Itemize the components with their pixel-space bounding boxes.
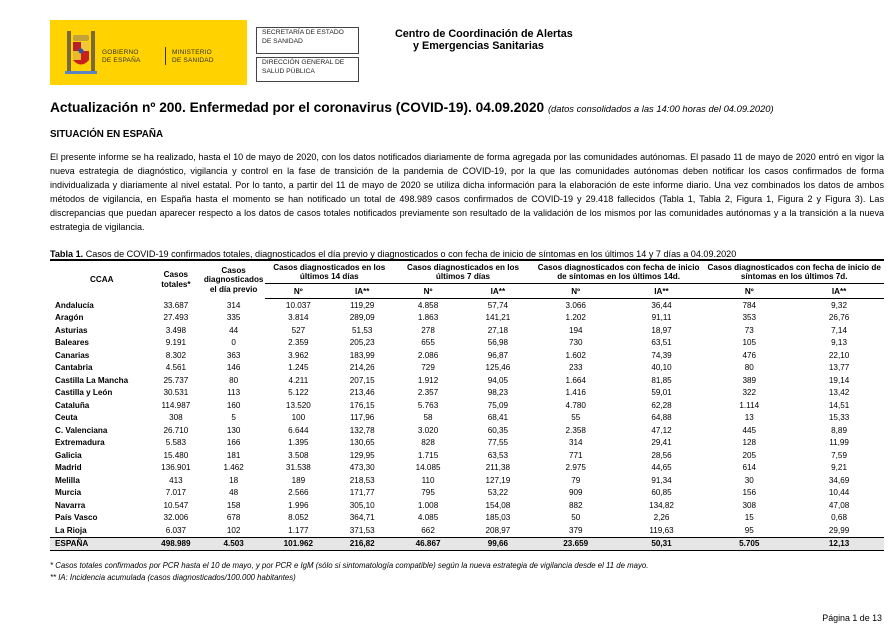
table-cell: 205,23 xyxy=(349,338,375,348)
table-cell: 53,22 xyxy=(487,488,509,498)
table-cell: 8.052 xyxy=(288,513,309,523)
table-cell: 216,82 xyxy=(331,537,393,551)
table-cell: 33.687 xyxy=(163,300,189,310)
table-cell: 9,13 xyxy=(831,338,847,348)
table-cell: 55 xyxy=(571,413,581,423)
report-title xyxy=(50,100,774,115)
table-cell: 1.008 xyxy=(417,500,439,510)
table-cell: 0,68 xyxy=(831,513,847,523)
table-cell: 183,99 xyxy=(349,350,375,360)
table-cell: 1.416 xyxy=(565,388,586,398)
table-cell: 10,44 xyxy=(828,488,850,498)
table-cell: 473,30 xyxy=(349,463,375,473)
table-cell: 205 xyxy=(742,450,757,460)
table-cell: 3.066 xyxy=(565,300,586,310)
table-cell: 166 xyxy=(226,438,241,448)
table-cell: 136.901 xyxy=(161,463,191,473)
table-cell: 101.962 xyxy=(265,537,331,551)
table-cell: 15.480 xyxy=(163,450,189,460)
table-cell: 12,13 xyxy=(794,537,884,551)
table-cell: 0 xyxy=(231,338,236,348)
table-cell: 7,14 xyxy=(831,325,847,335)
table-cell: 213,46 xyxy=(349,388,375,398)
table-cell: 1.602 xyxy=(565,350,586,360)
table-cell: 1.664 xyxy=(565,375,586,385)
table-cell: 100 xyxy=(291,413,306,423)
table-cell: 50,31 xyxy=(619,537,705,551)
table-cell: 36,44 xyxy=(651,300,672,310)
table-cell: 132,78 xyxy=(349,425,375,435)
table-cell: 4.085 xyxy=(417,513,439,523)
header-sintomas-7d: Casos diagnosticados con fecha de inicio de síntomas en los últimos 7d. xyxy=(704,260,884,284)
table-cell: 828 xyxy=(421,438,435,448)
header-dia-previo: Casos diagnosticados el día previo xyxy=(203,265,264,294)
table-cell: 771 xyxy=(568,450,583,460)
table-row xyxy=(50,487,884,500)
header-casos-totales: Casos totales* xyxy=(161,270,191,289)
report-title-sub: (datos consolidados a las 14:00 horas del 04.09.2020) xyxy=(547,103,774,114)
table-cell: 68,41 xyxy=(487,413,509,423)
table-cell: 1.245 xyxy=(288,363,309,373)
page-number: Página 1 de 13 xyxy=(822,613,882,623)
table-cell: 114.987 xyxy=(161,400,191,410)
table-cell: 314 xyxy=(568,438,583,448)
table-cell: 23.659 xyxy=(533,537,619,551)
table-cell: 7.017 xyxy=(165,488,187,498)
table-cell: 7,59 xyxy=(831,450,847,460)
table-cell: 314 xyxy=(226,300,241,310)
table-row xyxy=(50,524,884,537)
table-cell: 91,11 xyxy=(651,313,672,323)
table-cell: 156 xyxy=(742,488,757,498)
table-cell: 62,28 xyxy=(651,400,672,410)
table-cell: 130,65 xyxy=(349,438,375,448)
table-cell: 59,01 xyxy=(651,388,672,398)
ccaa-name-cell: Andalucía xyxy=(55,300,94,310)
table-cell: 44,65 xyxy=(651,463,672,473)
table-cell: 22,10 xyxy=(828,350,850,360)
table-cell: 194 xyxy=(568,325,583,335)
table-cell: 4.780 xyxy=(565,400,586,410)
table-cell: 389 xyxy=(742,375,757,385)
footnote-2: ** IA: Incidencia acumulada (casos diagnosticados/100.000 habitantes) xyxy=(50,573,296,582)
table-cell: 9,21 xyxy=(831,463,847,473)
table-cell: 730 xyxy=(568,338,583,348)
table-cell: 48 xyxy=(229,488,239,498)
table-cell: 335 xyxy=(226,313,241,323)
ccaa-name-cell: Cataluña xyxy=(55,400,90,410)
table-cell: 47,12 xyxy=(651,425,672,435)
table-cell: 119,29 xyxy=(350,300,375,310)
table-cell: 60,35 xyxy=(487,425,509,435)
ministerio-label: MINISTERIO DE SANIDAD xyxy=(172,49,214,64)
table-cell: 127,19 xyxy=(485,475,511,485)
ccaa-name-cell: Extremadura xyxy=(55,438,105,448)
table-cell: 110 xyxy=(421,475,435,485)
ccaa-name-cell: Cantabria xyxy=(55,363,93,373)
table-cell: 189 xyxy=(291,475,306,485)
gobierno-label: GOBIERNO DE ESPAÑA xyxy=(102,49,141,64)
table-cell: 4.561 xyxy=(165,363,187,373)
table-cell: 160 xyxy=(226,400,241,410)
table-cell: 289,09 xyxy=(349,313,375,323)
ccaa-name-cell: Galicia xyxy=(55,450,82,460)
table-cell: 413 xyxy=(169,475,183,485)
table-cell: 208,97 xyxy=(485,525,511,535)
table-cell: 3.962 xyxy=(288,350,309,360)
table-cell: 2.975 xyxy=(565,463,586,473)
ccaa-name-cell: La Rioja xyxy=(55,525,87,535)
table-cell: 322 xyxy=(742,388,757,398)
table-cell: 15,33 xyxy=(828,413,850,423)
table-row xyxy=(50,499,884,512)
table-cell: 74,39 xyxy=(651,350,672,360)
table-cell: 6.644 xyxy=(288,425,309,435)
table-row xyxy=(50,299,884,312)
table-cell: 79 xyxy=(571,475,581,485)
table-cell: 1.462 xyxy=(223,463,244,473)
table-cell: 105 xyxy=(742,338,757,348)
table-cell: 795 xyxy=(421,488,435,498)
table-cell: 30.531 xyxy=(163,388,189,398)
ccaa-name-cell: Castilla y León xyxy=(55,388,113,398)
table-cell: 14,51 xyxy=(828,400,850,410)
table-cell: 1.177 xyxy=(288,525,309,535)
header-ia: IA** xyxy=(794,284,884,299)
table-cell: 29,99 xyxy=(828,525,850,535)
table-cell: 1.202 xyxy=(565,313,586,323)
table-cell: 58 xyxy=(423,413,433,423)
header-ia: IA** xyxy=(619,284,705,299)
ccaa-name-cell: Melilla xyxy=(55,475,80,485)
table-row xyxy=(50,349,884,362)
table-cell: 128 xyxy=(742,438,757,448)
table-cell: 18,97 xyxy=(651,325,672,335)
table-cell: 3.508 xyxy=(288,450,309,460)
table-cell: 655 xyxy=(421,338,435,348)
table-cell: 158 xyxy=(226,500,241,510)
table-cell: 13.520 xyxy=(285,400,311,410)
table-cell: 81,85 xyxy=(651,375,672,385)
table-cell: 95 xyxy=(744,525,754,535)
table-cell: 305,10 xyxy=(349,500,375,510)
table-cell: 80 xyxy=(744,363,754,373)
header-ia: IA** xyxy=(331,284,393,299)
table-cell: 19,14 xyxy=(828,375,850,385)
ccaa-name-cell: País Vasco xyxy=(55,513,98,523)
table-cell: 1.395 xyxy=(288,438,309,448)
table-cell: 498.989 xyxy=(150,537,202,551)
table-cell: 2.358 xyxy=(565,425,586,435)
table-cell: 14.085 xyxy=(415,463,441,473)
table-cell: 113 xyxy=(227,388,241,398)
table-row xyxy=(50,399,884,412)
table-cell: 34,69 xyxy=(828,475,850,485)
table-cell: 1.715 xyxy=(417,450,439,460)
table-cell: 134,82 xyxy=(649,500,674,510)
table-cell: 27,18 xyxy=(487,325,509,335)
table-cell: 379 xyxy=(568,525,583,535)
table-cell: 5.705 xyxy=(704,537,794,551)
table-cell: 64,88 xyxy=(651,413,672,423)
table-cell: 63,51 xyxy=(651,338,672,348)
table-cell: 8.302 xyxy=(165,350,187,360)
table-cell: 308 xyxy=(169,413,183,423)
table-cell: 476 xyxy=(742,350,757,360)
table-row xyxy=(50,449,884,462)
table-cell: 364,71 xyxy=(349,513,375,523)
table-cell: 154,08 xyxy=(485,500,511,510)
table-cell: 233 xyxy=(568,363,583,373)
ccaa-name-cell: Castilla La Mancha xyxy=(55,375,129,385)
table-row xyxy=(50,512,884,525)
header-ia: IA** xyxy=(463,284,533,299)
ccaa-name-cell: Ceuta xyxy=(55,413,78,423)
table-cell: 11,99 xyxy=(829,438,849,448)
report-title-main: Actualización nº 200. Enfermedad por el coronavirus (COVID-19). 04.09.2020 xyxy=(50,100,545,115)
table-cell: 10.037 xyxy=(285,300,311,310)
table-cell: 371,53 xyxy=(349,525,375,535)
coat-of-arms-icon xyxy=(64,29,98,77)
table-cell: 25.737 xyxy=(163,375,189,385)
intro-paragraph: El presente informe se ha realizado, hasta el 10 de mayo de 2020, con los datos notificados diariamente de forma agregada por las comunidades autónomas. El pasado 11 de mayo de 2020 entró en vigor la nueva estrategia de diagnóstico, vigilancia y control en la fase de transición de la pandemia de COVID-19, por la que las comunidades autónomas deben notificar los casos confirmados de forma individualizada y diariamente al nivel estatal. Por lo tanto, a partir del 11 de mayo de 2020 se utiliza dicha información para la elaboración de este informe diario. Una vez combinados los datos de ambos métodos de vigilancia, en España hasta el momento se han notificado un total de 498.989 casos confirmados de COVID-19 y 29.418 fallecidos (Tabla 1, Tabla 2, Figura 1, Figura 2 y Figura 3). Las discrepancias que puedan aparecer respecto a los datos de casos totales notificados previamente son resultado de la validación de los mismos por las comunidades autónomas y a la transición a la nueva estrategia de vigilancia. xyxy=(50,152,884,232)
table-cell: 27.493 xyxy=(163,313,189,323)
table-row xyxy=(50,387,884,400)
table-cell: 28,56 xyxy=(651,450,672,460)
table-cell: 102 xyxy=(226,525,241,535)
table-cell: 1.912 xyxy=(417,375,439,385)
table-cell: 10.547 xyxy=(163,500,189,510)
table-body xyxy=(50,299,884,551)
table-total-row xyxy=(50,537,884,551)
ccaa-name-cell: Murcia xyxy=(55,488,82,498)
header-n: Nº xyxy=(393,284,463,299)
table-cell: 9.191 xyxy=(165,338,187,348)
table-cell: 9,32 xyxy=(831,300,847,310)
table-cell: 57,74 xyxy=(487,300,509,310)
table-cell: 80 xyxy=(229,375,239,385)
logo-divider xyxy=(165,47,166,65)
table-cell: 99,66 xyxy=(463,537,533,551)
table-row xyxy=(50,312,884,325)
table-cell: 117,96 xyxy=(350,413,375,423)
table-cell: 98,23 xyxy=(487,388,509,398)
table-cell: 909 xyxy=(568,488,583,498)
table-cell: 125,46 xyxy=(485,363,511,373)
table-cell: 77,55 xyxy=(487,438,509,448)
table-cell: 26.710 xyxy=(163,425,189,435)
ccaa-name-cell: Navarra xyxy=(55,500,86,510)
table-cell: 60,85 xyxy=(651,488,672,498)
table-cell: 5.583 xyxy=(165,438,187,448)
table-cell: 2.359 xyxy=(288,338,309,348)
table-row xyxy=(50,424,884,437)
table-cell: 96,87 xyxy=(487,350,509,360)
table-cell: 2.086 xyxy=(417,350,439,360)
section-title: SITUACIÓN EN ESPAÑA xyxy=(50,129,164,140)
table-cell: 171,77 xyxy=(349,488,375,498)
ccaa-name-cell: Aragón xyxy=(55,313,84,323)
table-cell: 119,63 xyxy=(649,525,674,535)
table-cell: 75,09 xyxy=(487,400,509,410)
table-cell: 662 xyxy=(421,525,435,535)
table-cell: 29,41 xyxy=(651,438,672,448)
table-cell: 30 xyxy=(744,475,754,485)
table-cell: 44 xyxy=(229,325,239,335)
table-row xyxy=(50,474,884,487)
ccaa-name-cell: Madrid xyxy=(55,463,82,473)
table-cell: 63,53 xyxy=(487,450,509,460)
direccion-label: DIRECCIÓN GENERAL DE SALUD PÚBLICA xyxy=(256,57,359,82)
table-cell: 47,08 xyxy=(828,500,850,510)
table-cell: 1.996 xyxy=(288,500,309,510)
header-n: Nº xyxy=(533,284,619,299)
table-cell: 73 xyxy=(744,325,754,335)
table-cell: 4.503 xyxy=(202,537,266,551)
gobierno-logo-block xyxy=(50,20,247,85)
table-cell: 13,77 xyxy=(828,363,850,373)
cases-table xyxy=(50,259,884,551)
table-cell: 4.858 xyxy=(417,300,439,310)
secretaria-box xyxy=(256,27,359,82)
table-cell: 1.114 xyxy=(739,400,760,410)
table-cell: 207,15 xyxy=(349,375,375,385)
centro-coordinacion-title: Centro de Coordinación de Alertas y Emergencias Sanitarias xyxy=(395,28,573,52)
table-cell: 5.763 xyxy=(417,400,439,410)
table-cell: 729 xyxy=(421,363,435,373)
header-14-dias: Casos diagnosticados en los últimos 14 días xyxy=(265,260,393,284)
table-cell: 129,95 xyxy=(349,450,375,460)
table-cell: 181 xyxy=(226,450,241,460)
table-cell: 214,26 xyxy=(349,363,375,373)
table-cell: 3.498 xyxy=(165,325,187,335)
secretaria-label: SECRETARÍA DE ESTADO DE SANIDAD xyxy=(256,27,359,54)
table-cell: 18 xyxy=(229,475,239,485)
table-cell: 94,05 xyxy=(487,375,509,385)
table-cell: 146 xyxy=(226,363,241,373)
ccaa-name-cell: Asturias xyxy=(55,325,88,335)
table-cell: 46.867 xyxy=(393,537,463,551)
table-cell: 614 xyxy=(742,463,757,473)
table-row xyxy=(50,462,884,475)
table-cell: 13 xyxy=(744,413,754,423)
header-ccaa: CCAA xyxy=(90,275,114,284)
table-caption: Tabla 1. Casos de COVID-19 confirmados totales, diagnosticados el día previo y diagnosticados o con fecha de inicio de síntomas en los últimos 14 y 7 días a 04.09.2020 xyxy=(50,249,737,259)
table-cell: 6.037 xyxy=(165,525,187,535)
table-cell: 3.020 xyxy=(417,425,439,435)
table-cell: 211,38 xyxy=(485,463,511,473)
header-n: Nº xyxy=(704,284,794,299)
table-cell: 2.566 xyxy=(288,488,309,498)
ccaa-name-cell: Canarias xyxy=(55,350,90,360)
table-row xyxy=(50,374,884,387)
table-cell: 32.006 xyxy=(163,513,189,523)
table-cell: 15 xyxy=(744,513,754,523)
table-cell: 40,10 xyxy=(651,363,672,373)
table-cell: 3.814 xyxy=(288,313,309,323)
table-cell: 882 xyxy=(568,500,583,510)
table-cell: 176,15 xyxy=(349,400,375,410)
table-row xyxy=(50,412,884,425)
table-cell: 445 xyxy=(742,425,757,435)
footnote-1: * Casos totales confirmados por PCR hasta el 10 de mayo, y por PCR e IgM (sólo si sintomatología compatible) según la nueva estrategia de vigilancia desde el 11 de mayo. xyxy=(50,561,649,570)
ccaa-name-cell: Baleares xyxy=(55,338,89,348)
table-cell: 141,21 xyxy=(485,313,511,323)
table-cell: 31.538 xyxy=(285,463,311,473)
table-cell: 26,76 xyxy=(828,313,850,323)
table-cell: 130 xyxy=(226,425,241,435)
table-cell: 4.211 xyxy=(288,375,309,385)
ccaa-name-cell: C. Valenciana xyxy=(55,425,108,435)
table-cell: 353 xyxy=(742,313,757,323)
header-sintomas-14d: Casos diagnosticados con fecha de inicio de síntomas en los últimos 14d. xyxy=(533,260,705,284)
table-cell: 363 xyxy=(226,350,241,360)
table-cell: 5 xyxy=(231,413,236,423)
table-row xyxy=(50,437,884,450)
table-cell: 784 xyxy=(742,300,757,310)
table-cell: 1.863 xyxy=(417,313,439,323)
table-cell: 56,98 xyxy=(487,338,509,348)
table-cell: 50 xyxy=(571,513,581,523)
table-cell: 51,53 xyxy=(352,325,373,335)
table-cell: 527 xyxy=(291,325,306,335)
table-cell: 8,89 xyxy=(831,425,847,435)
table-cell: 218,53 xyxy=(349,475,375,485)
table-cell: 278 xyxy=(421,325,435,335)
header-n: Nº xyxy=(265,284,331,299)
table-cell: 91,34 xyxy=(651,475,672,485)
table-cell: 13,42 xyxy=(828,388,850,398)
table-cell: 2.357 xyxy=(417,388,439,398)
table-cell: 2,26 xyxy=(653,513,670,523)
ccaa-name-cell: ESPAÑA xyxy=(50,537,150,551)
table-cell: 185,03 xyxy=(485,513,511,523)
table-cell: 678 xyxy=(226,513,241,523)
header-7-dias: Casos diagnosticados en los últimos 7 días xyxy=(393,260,533,284)
table-row xyxy=(50,362,884,375)
table-cell: 308 xyxy=(742,500,757,510)
table-row xyxy=(50,324,884,337)
table-cell: 5.122 xyxy=(288,388,309,398)
table-row xyxy=(50,337,884,350)
